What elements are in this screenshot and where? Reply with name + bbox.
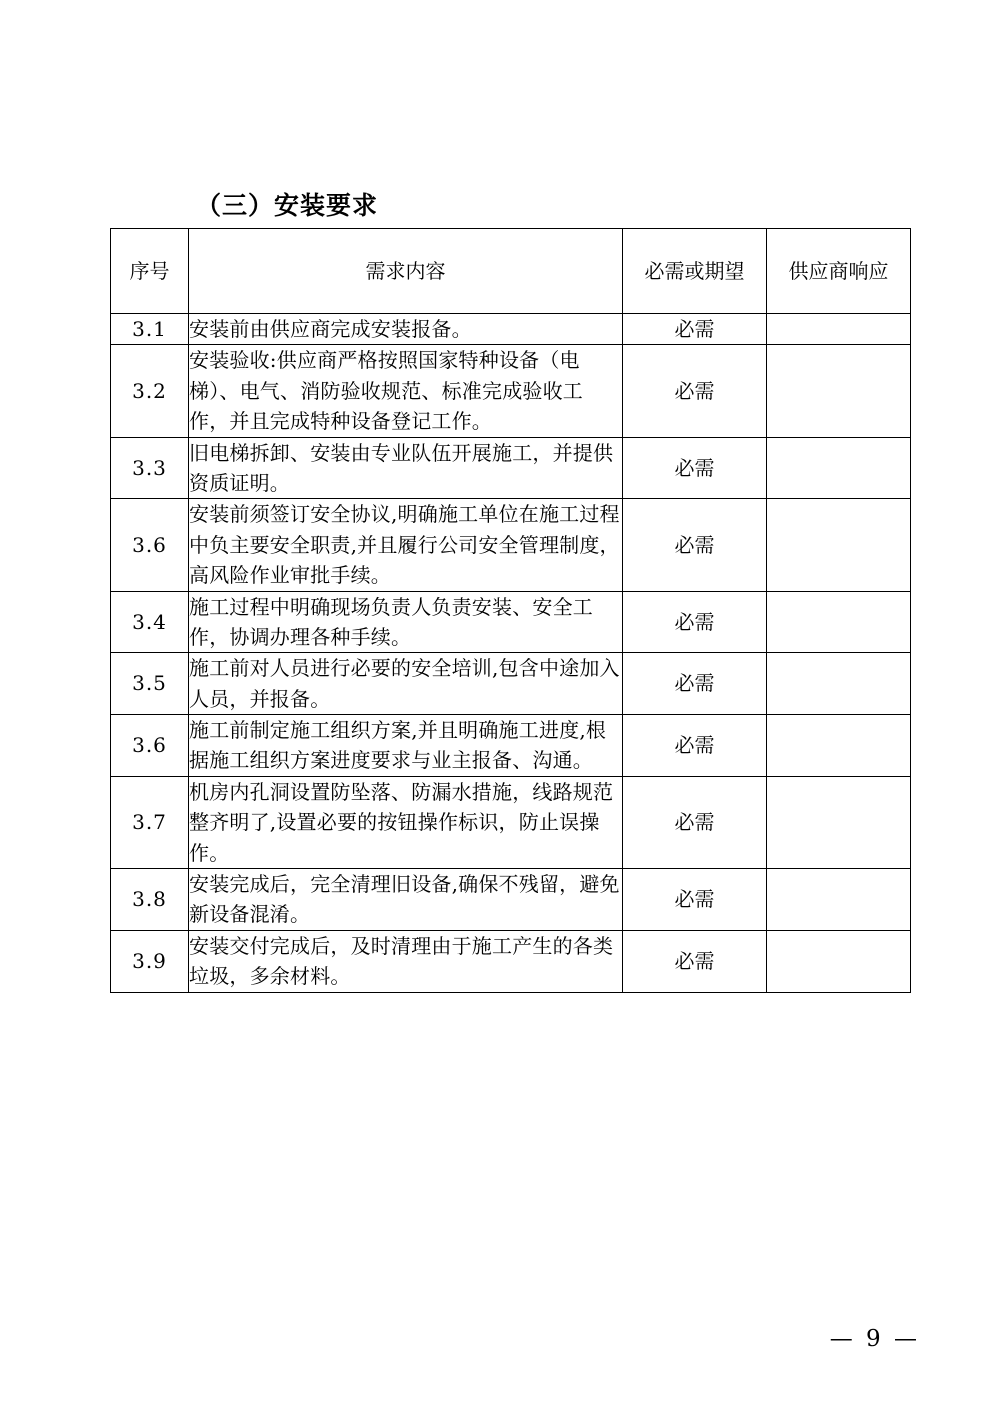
row-number: 3.9	[111, 930, 189, 992]
row-number: 3.8	[111, 869, 189, 931]
table-row	[111, 715, 911, 777]
row-supplier-response	[767, 499, 911, 591]
row-description: 安装交付完成后，及时清理由于施工产生的各类垃圾，多余材料。	[189, 930, 623, 992]
row-description: 安装完成后，完全清理旧设备,确保不残留，避免新设备混淆。	[189, 869, 623, 931]
row-supplier-response	[767, 776, 911, 868]
table-header	[111, 229, 911, 314]
table-row	[111, 869, 911, 931]
row-necessity: 必需	[623, 499, 767, 591]
row-description: 机房内孔洞设置防坠落、防漏水措施，线路规范整齐明了,设置必要的按钮操作标识，防止误操作。	[189, 776, 623, 868]
table-row	[111, 591, 911, 653]
row-necessity: 必需	[623, 437, 767, 499]
row-supplier-response	[767, 314, 911, 345]
page-number: — 9 —	[829, 1326, 920, 1352]
row-number: 3.3	[111, 437, 189, 499]
row-description: 安装前须签订安全协议,明确施工单位在施工过程中负主要安全职责,并且履行公司安全管理制度，高风险作业审批手续。	[189, 499, 623, 591]
row-description: 安装验收:供应商严格按照国家特种设备（电梯）、电气、消防验收规范、标准完成验收工作，并且完成特种设备登记工作。	[189, 345, 623, 437]
column-header-response: 供应商响应	[767, 229, 911, 314]
table-row	[111, 499, 911, 591]
table-row	[111, 437, 911, 499]
row-necessity: 必需	[623, 869, 767, 931]
row-supplier-response	[767, 715, 911, 777]
row-necessity: 必需	[623, 715, 767, 777]
row-necessity: 必需	[623, 776, 767, 868]
column-header-desc: 需求内容	[189, 229, 623, 314]
row-number: 3.2	[111, 345, 189, 437]
table-row	[111, 345, 911, 437]
row-necessity: 必需	[623, 591, 767, 653]
page-title: （三）安装要求	[196, 191, 379, 220]
row-necessity: 必需	[623, 930, 767, 992]
table-body	[111, 314, 911, 993]
table-header-row	[111, 229, 911, 314]
row-description: 施工过程中明确现场负责人负责安装、安全工作，协调办理各种手续。	[189, 591, 623, 653]
row-necessity: 必需	[623, 345, 767, 437]
table-row	[111, 314, 911, 345]
table-row	[111, 653, 911, 715]
column-header-no: 序号	[111, 229, 189, 314]
table-row	[111, 930, 911, 992]
row-supplier-response	[767, 345, 911, 437]
row-number: 3.6	[111, 499, 189, 591]
row-number: 3.6	[111, 715, 189, 777]
row-necessity: 必需	[623, 653, 767, 715]
row-necessity: 必需	[623, 314, 767, 345]
row-supplier-response	[767, 930, 911, 992]
row-number: 3.7	[111, 776, 189, 868]
row-number: 3.1	[111, 314, 189, 345]
row-description: 安装前由供应商完成安装报备。	[189, 314, 623, 345]
requirements-table	[110, 228, 911, 993]
column-header-need: 必需或期望	[623, 229, 767, 314]
row-supplier-response	[767, 869, 911, 931]
row-number: 3.5	[111, 653, 189, 715]
row-supplier-response	[767, 653, 911, 715]
row-description: 旧电梯拆卸、安装由专业队伍开展施工，并提供资质证明。	[189, 437, 623, 499]
row-description: 施工前对人员进行必要的安全培训,包含中途加入人员，并报备。	[189, 653, 623, 715]
table-row	[111, 776, 911, 868]
row-supplier-response	[767, 591, 911, 653]
row-number: 3.4	[111, 591, 189, 653]
row-supplier-response	[767, 437, 911, 499]
row-description: 施工前制定施工组织方案,并且明确施工进度,根据施工组织方案进度要求与业主报备、沟通。	[189, 715, 623, 777]
